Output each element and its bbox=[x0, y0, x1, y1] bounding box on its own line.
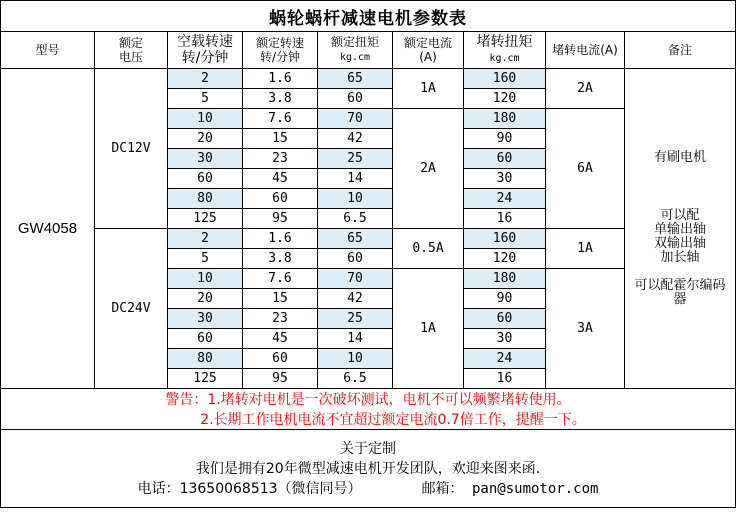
table-row: 80 60 10 24 bbox=[1, 189, 736, 209]
header-rated-speed: 额定转速 转/分钟 bbox=[243, 32, 318, 69]
stall-current-cell: 6A bbox=[546, 109, 625, 229]
header-no-load-speed: 空载转速 转/分钟 bbox=[168, 32, 243, 69]
header-rated-torque: 额定扭矩 kg.cm bbox=[318, 32, 393, 69]
contact-phone: 电话：13650068513（微信同号） bbox=[137, 480, 362, 497]
header-model: 型号 bbox=[1, 32, 95, 69]
stall-current-cell: 2A bbox=[546, 69, 625, 109]
remarks-cell: 有刷电机 可以配 单输出轴 双输出轴 加长轴 可以配霍尔编码 器 bbox=[625, 69, 736, 389]
contact-intro: 我们是拥有20年微型减速电机开发团队，欢迎来图来函. bbox=[195, 460, 541, 477]
header-voltage: 额定 电压 bbox=[95, 32, 168, 69]
table-row: GW4058 DC12V 2 1.6 65 1A 160 2A 有刷电机 可以配 单输出轴 双输出轴 加长轴 可以配霍尔编码 器 bbox=[1, 69, 736, 89]
model-cell: GW4058 bbox=[1, 69, 95, 389]
table-row: 20 15 42 90 bbox=[1, 289, 736, 309]
header-stall-current: 堵转电流(A) bbox=[546, 32, 625, 69]
table-row: 125 95 6.5 16 bbox=[1, 209, 736, 229]
header-rated-current: 额定电流 (A) bbox=[393, 32, 464, 69]
contact-email: 邮箱： pan@sumotor.com bbox=[421, 480, 599, 497]
stall-current-cell: 3A bbox=[546, 269, 625, 389]
header-remarks: 备注 bbox=[625, 32, 736, 69]
contact-box bbox=[1, 430, 736, 508]
rated-current-cell: 0.5A bbox=[393, 229, 464, 269]
table-row: 30 23 25 60 bbox=[1, 149, 736, 169]
table-row: 60 45 14 30 bbox=[1, 329, 736, 349]
table-row: 125 95 6.5 16 bbox=[1, 369, 736, 389]
contact-title: 关于定制 bbox=[340, 440, 396, 457]
table-row: 20 15 42 90 bbox=[1, 129, 736, 149]
warning-box bbox=[1, 389, 736, 430]
table-row: 30 23 25 60 bbox=[1, 309, 736, 329]
rated-current-cell: 2A bbox=[393, 109, 464, 229]
warning-line-1: 警告：1.堵转对电机是一次破坏测试，电机不可以频繁堵转使用。 bbox=[165, 392, 571, 408]
table-row: 60 45 14 30 bbox=[1, 169, 736, 189]
warning-row bbox=[1, 389, 736, 430]
table-row: 10 7.6 70 2A 180 6A bbox=[1, 109, 736, 129]
rated-current-cell: 1A bbox=[393, 69, 464, 109]
voltage-cell: DC12V bbox=[95, 69, 168, 229]
stall-current-cell: 1A bbox=[546, 229, 625, 269]
voltage-cell: DC24V bbox=[95, 229, 168, 389]
rated-current-cell: 1A bbox=[393, 269, 464, 389]
header-row bbox=[1, 32, 736, 69]
table-title: 蜗轮蜗杆减速电机参数表 bbox=[1, 1, 736, 32]
table-row: 5 3.8 60 120 bbox=[1, 89, 736, 109]
table-row: 5 3.8 60 120 bbox=[1, 249, 736, 269]
table-row: 10 7.6 70 1A 180 3A bbox=[1, 269, 736, 289]
table-row: DC24V 2 1.6 65 0.5A 160 1A bbox=[1, 229, 736, 249]
contact-row bbox=[1, 430, 736, 508]
header-stall-torque: 堵转扭矩 kg.cm bbox=[464, 32, 546, 69]
table-row: 80 60 10 24 bbox=[1, 349, 736, 369]
warning-line-2: 2.长期工作电机电流不宜超过额定电流0.7倍工作，提醒一下。 bbox=[200, 412, 586, 428]
